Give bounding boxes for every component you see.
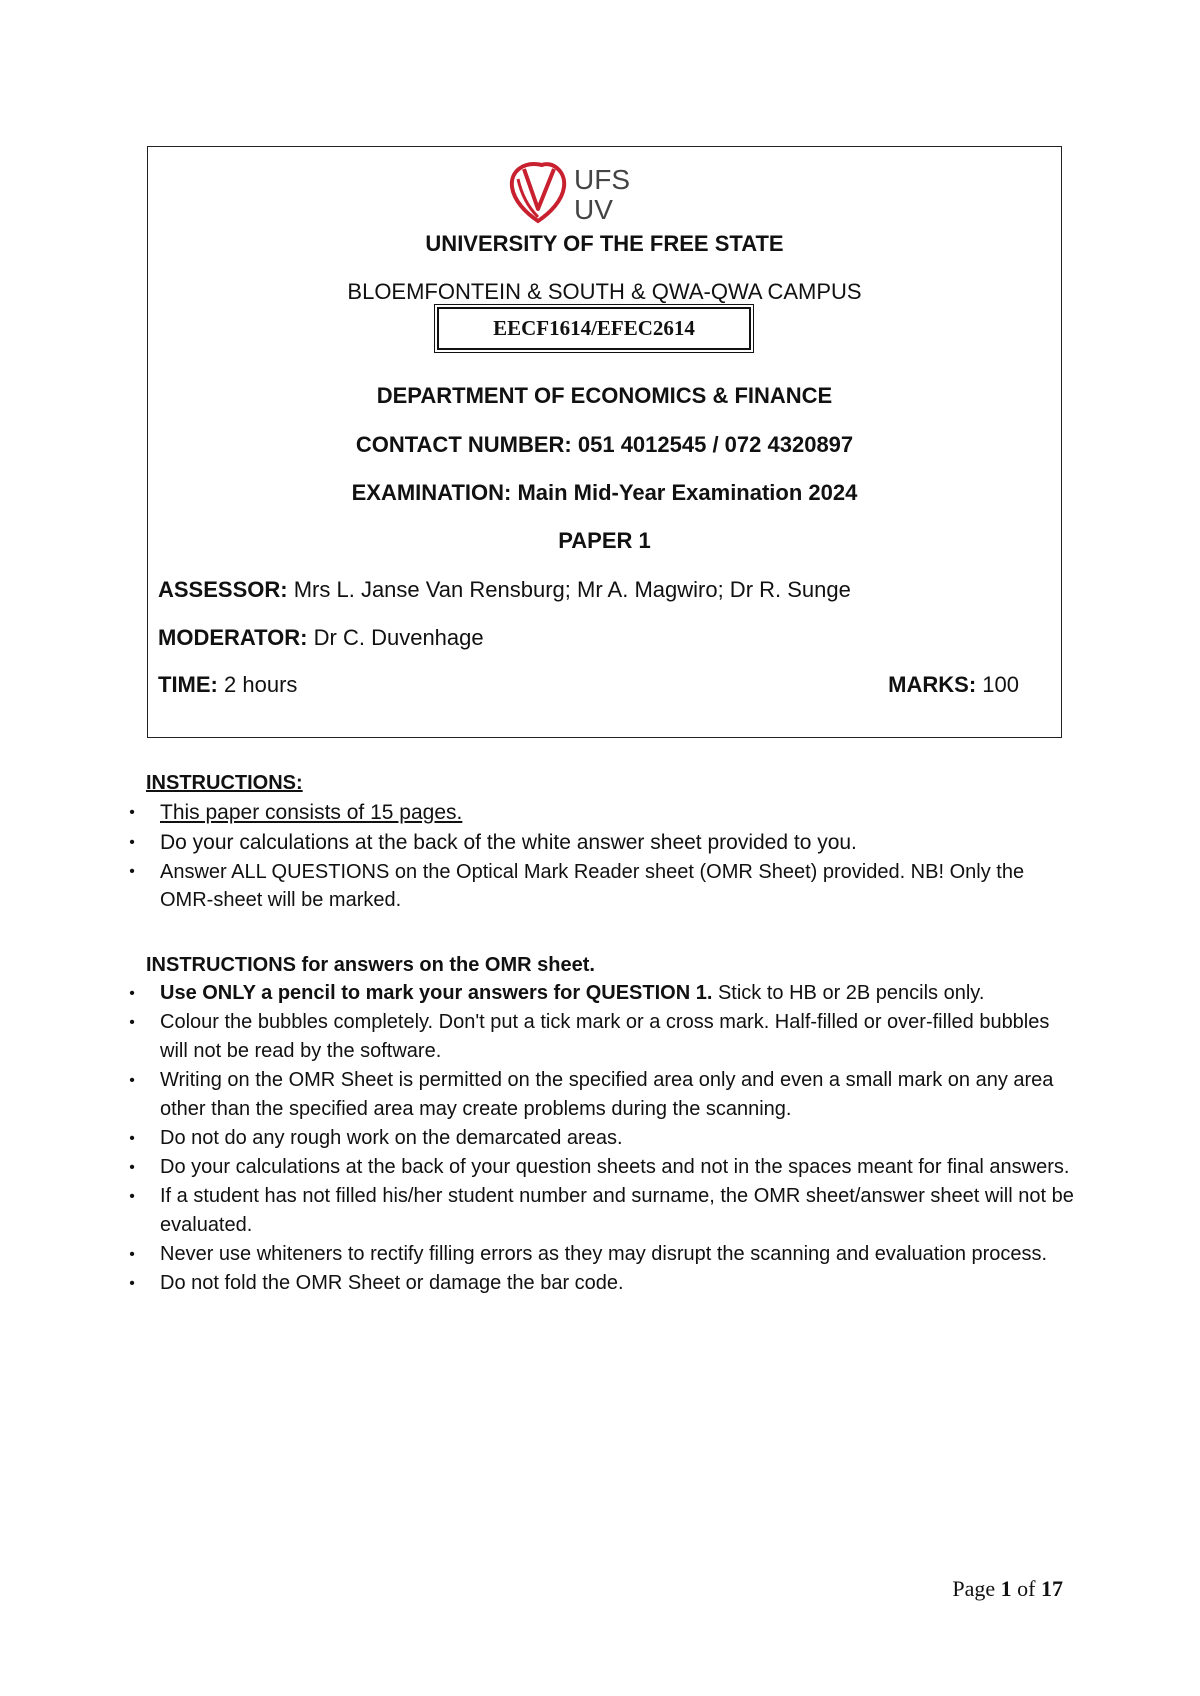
- marks-value: 100: [982, 672, 1019, 697]
- bullet-icon: •: [129, 1246, 135, 1263]
- list-item: • Do not fold the OMR Sheet or damage the bar code.: [124, 1269, 1074, 1298]
- bullet-icon: •: [129, 1014, 135, 1031]
- bullet-icon: •: [129, 834, 135, 851]
- bullet-icon: •: [129, 804, 135, 821]
- moderator-value: Dr C. Duvenhage: [313, 625, 484, 650]
- assessor-line: [158, 577, 851, 603]
- page-total: 17: [1041, 1576, 1063, 1601]
- bullet-icon: •: [129, 863, 135, 880]
- of-word: of: [1017, 1576, 1036, 1601]
- page-footer: [952, 1576, 1063, 1602]
- list-item: • Never use whiteners to rectify filling errors as they may disrupt the scanning and evaluation process.: [124, 1240, 1074, 1269]
- module-code: EECF1614/EFEC2614: [493, 316, 695, 340]
- time-label: TIME:: [158, 672, 218, 697]
- university-name: UNIVERSITY OF THE FREE STATE: [425, 231, 784, 256]
- bullet-icon: •: [129, 1159, 135, 1176]
- time-value: 2 hours: [224, 672, 298, 697]
- paper-number: PAPER 1: [558, 528, 651, 553]
- list-item: • Do not do any rough work on the demarcated areas.: [124, 1124, 1074, 1153]
- list-item: • Colour the bubbles completely. Don't put a tick mark or a cross mark. Half-filled or over-filled bubbles will not be read by the software.: [124, 1008, 1074, 1066]
- bullet-icon: •: [129, 1130, 135, 1147]
- marks-label: MARKS:: [888, 672, 977, 697]
- assessor-value: Mrs L. Janse Van Rensburg; Mr A. Magwiro; Dr R. Sunge: [293, 577, 851, 602]
- contact-value: 051 4012545 / 072 4320897: [577, 432, 854, 457]
- moderator-label: MODERATOR:: [158, 625, 308, 650]
- list-item: • This paper consists of 15 pages.: [124, 798, 1074, 828]
- logo-text-line2: UV: [574, 194, 613, 225]
- campus-name: BLOEMFONTEIN & SOUTH & QWA-QWA CAMPUS: [347, 279, 862, 304]
- bullet-icon: •: [129, 1275, 135, 1292]
- time-line: [158, 672, 297, 698]
- list-item: • Answer ALL QUESTIONS on the Optical Mark Reader sheet (OMR Sheet) provided. NB! Only the OMR-sheet will be marked.: [124, 858, 1074, 914]
- ufs-logo: [504, 157, 684, 227]
- moderator-line: [158, 625, 484, 651]
- list-item: • Do your calculations at the back of your question sheets and not in the spaces meant for final answers.: [124, 1153, 1074, 1182]
- marks-line: [888, 672, 1019, 698]
- omr-instructions-heading: INSTRUCTIONS for answers on the OMR sheet.: [146, 954, 595, 976]
- instructions-heading: INSTRUCTIONS:: [146, 772, 303, 794]
- department-name: DEPARTMENT OF ECONOMICS & FINANCE: [376, 383, 833, 408]
- exam-value: Main Mid-Year Examination 2024: [517, 480, 858, 505]
- examination-line: [148, 480, 1061, 506]
- cover-box: [147, 146, 1062, 738]
- logo-text-line1: UFS: [574, 164, 630, 195]
- module-code-box: [437, 307, 751, 350]
- exam-label: EXAMINATION:: [351, 480, 512, 505]
- list-item: • Do your calculations at the back of the white answer sheet provided to you.: [124, 828, 1074, 858]
- list-item: • If a student has not filled his/her student number and surname, the OMR sheet/answer sheet will not be evaluated.: [124, 1182, 1074, 1240]
- page-word: Page: [952, 1576, 996, 1601]
- contact-label: CONTACT NUMBER:: [355, 432, 572, 457]
- bullet-icon: •: [129, 1072, 135, 1089]
- list-item: • Writing on the OMR Sheet is permitted on the specified area only and even a small mark on any area other than the specified area may create problems during the scanning.: [124, 1066, 1074, 1124]
- instructions-list: [124, 798, 1074, 914]
- page-current: 1: [1000, 1576, 1012, 1601]
- assessor-label: ASSESSOR:: [158, 577, 288, 602]
- contact-number: [148, 432, 1061, 458]
- omr-instructions-list: [124, 979, 1074, 1298]
- bullet-icon: •: [129, 1188, 135, 1205]
- bullet-icon: •: [129, 985, 135, 1002]
- list-item: • Use ONLY a pencil to mark your answers for QUESTION 1. Stick to HB or 2B pencils only.: [124, 979, 1074, 1008]
